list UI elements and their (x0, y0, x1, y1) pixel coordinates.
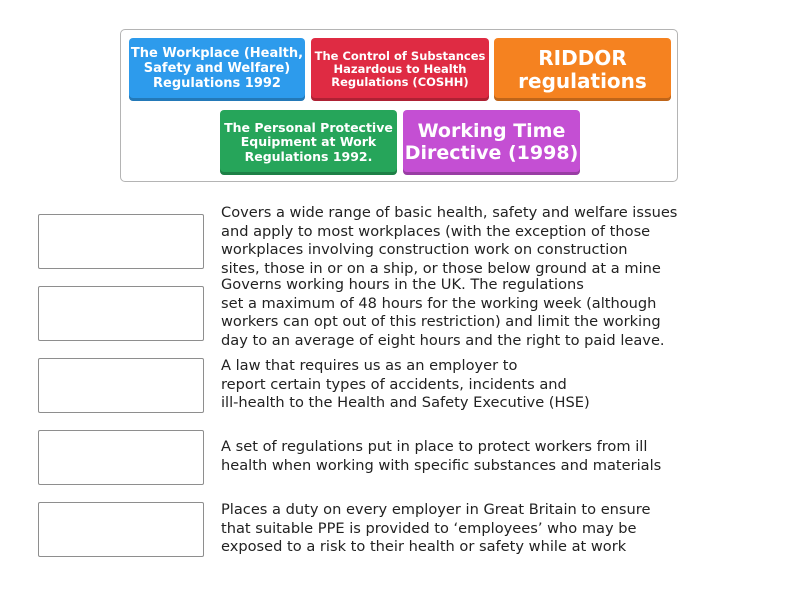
option-label: The Workplace (Health, Safety and Welfare) Regulations 1992 (130, 46, 304, 91)
description-5: Places a duty on every employer in Great Britain to ensure that suitable PPE is provided to ‘employees’ who may be exposed to a risk to their health or safety while at work (221, 501, 651, 555)
description-2: Governs working hours in the UK. The regulations set a maximum of 48 hours for the working week (although workers can opt out of this restriction) and limit the working day to an average of eight hours and the right to paid leave. (221, 276, 665, 349)
drop-slot-2[interactable] (38, 286, 204, 341)
option-tile-ppe-regulations[interactable] (220, 110, 397, 175)
option-label: The Personal Protective Equipment at Work Regulations 1992. (224, 119, 393, 164)
option-label: RIDDOR regulations (518, 45, 647, 93)
drop-slot-4[interactable] (38, 430, 204, 485)
drop-slot-3[interactable] (38, 358, 204, 413)
description-3: A law that requires us as an employer to report certain types of accidents, incidents and ill-health to the Health and Safety Executive (HSE) (221, 357, 590, 411)
option-label: Working Time Directive (1998) (404, 119, 579, 164)
drop-slot-1[interactable] (38, 214, 204, 269)
description-1: Covers a wide range of basic health, safety and welfare issues and apply to most workplaces (with the exception of those workplaces involving construction work on construction sites, those in or on a ship, or those below ground at a mine (221, 204, 678, 277)
option-label: The Control of Substances Hazardous to Health Regulations (COSHH) (314, 48, 486, 90)
option-tile-workplace-regulations[interactable] (129, 38, 305, 101)
option-tile-riddor[interactable] (494, 38, 671, 101)
option-tile-coshh[interactable] (311, 38, 489, 101)
option-tile-working-time-directive[interactable] (403, 110, 580, 175)
drop-slot-5[interactable] (38, 502, 204, 557)
description-4: A set of regulations put in place to protect workers from ill health when working with specific substances and materials (221, 438, 662, 474)
